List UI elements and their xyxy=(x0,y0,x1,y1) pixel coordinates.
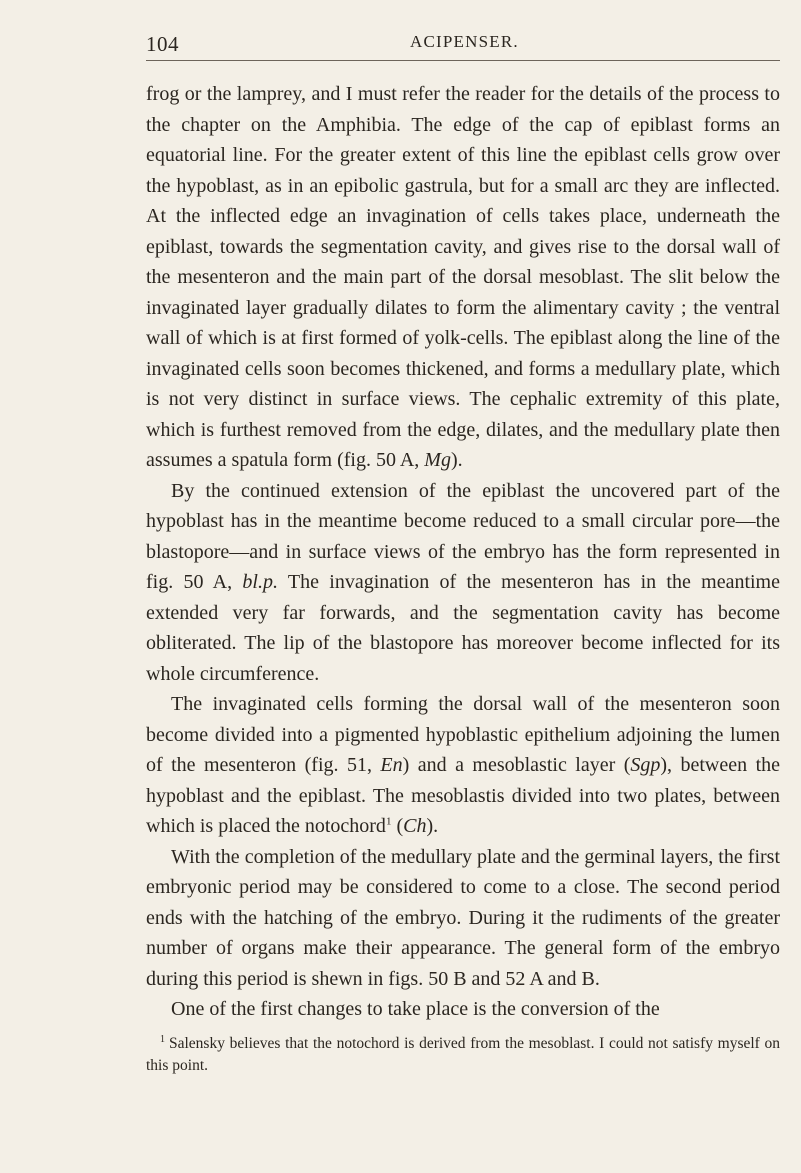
paragraph-1: frog or the lamprey, and I must refer the reader for the details of the process to the chapter on the Amphibia. The edge of the cap of epiblast forms an equatorial line. For the greater extent of this line the epiblast cells grow over the hypoblast, as in an epibolic gastrula, but for a small arc they are inflected. At the inflected edge an invagination of cells takes place, underneath the epiblast, towards the segmentation cavity, and gives rise to the dorsal wall of the mesenteron and the main part of the dorsal mesoblast. The slit below the invaginated layer gradually dilates to form the alimentary cavity ; the ventral wall of which is at first formed of yolk-cells. The epiblast along the line of the invaginated cells soon becomes thickened, and forms a medullary plate, which is not very distinct in surface views. The cephalic extremity of this plate, which is furthest removed from the edge, dilates, and the medullary plate then assumes a spatula form (fig. 50 A, Mg). xyxy=(146,83,780,471)
book-page xyxy=(146,30,780,1077)
page-number: 104 xyxy=(146,32,179,56)
footnote xyxy=(146,1029,780,1077)
figure-reference: En xyxy=(380,754,403,776)
running-head xyxy=(146,30,780,61)
footnote-mark: 1 xyxy=(160,1033,165,1045)
paragraph-4: With the completion of the medullary plate and the germinal layers, the first embryonic period may be considered to come to a close. The second period ends with the hatching of the embryo. During it the rudiments of the greater number of organs make their appearance. The general form of the embryo during this period is shewn in figs. 50 B and 52 A and B. xyxy=(146,845,780,990)
figure-reference: bl.p. xyxy=(242,571,278,593)
paragraph-2: By the continued extension of the epiblast the uncovered part of the hypoblast has in the meantime become reduced to a small circular pore—the blastopore—and in surface views of the embryo has the form represented in fig. 50 A, bl.p. The invagination of the mesenteron has in the meantime extended very far forwards, and the segmentation cavity has become obliterated. The lip of the blastopore has moreover become inflected for its whole circumference. xyxy=(146,479,780,685)
paragraph-3: The invaginated cells forming the dorsal wall of the mesenteron soon become divided into a pigmented hypoblastic epithelium adjoining the lumen of the mesenteron (fig. 51, En) and a mesoblastic layer (Sgp), between the hypoblast and the epiblast. The mesoblastis divided into two plates, between which is placed the notochord$^1$ (Ch). xyxy=(146,693,781,837)
footnote-text: Salensky believes that the notochord is derived from the mesoblast. I could not satisfy myself on this point. xyxy=(146,1034,780,1074)
body-text xyxy=(146,79,780,1025)
figure-reference: Ch xyxy=(403,815,427,837)
footnote-marker: 1 xyxy=(385,815,392,828)
paragraph-5: One of the first changes to take place is the conversion of the xyxy=(171,998,660,1020)
figure-reference: Mg xyxy=(424,449,451,471)
running-title: ACIPENSER. xyxy=(410,32,519,51)
figure-reference: Sgp xyxy=(630,754,661,776)
